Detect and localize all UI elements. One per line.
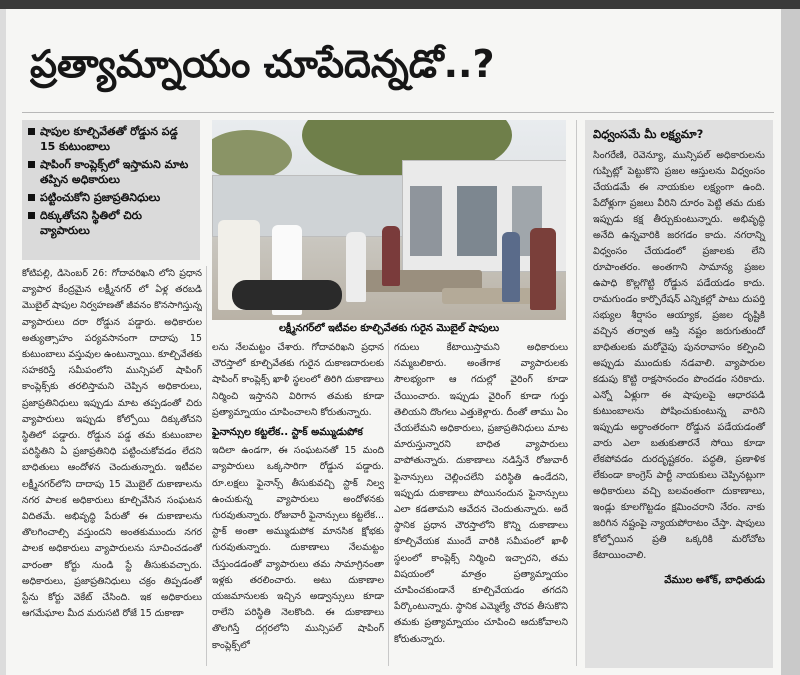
sidebar-signature: వేముల అశోక్, బాధితుడు <box>664 575 765 586</box>
sidebar-box <box>585 120 773 668</box>
highlight-item: పట్టించుకోని ప్రజాప్రతినిధులు <box>28 190 194 205</box>
article-text: లను నేలమట్టం చేశారు. గోదావరిఖని ప్రధాన చౌరస్తాలో కూల్చివేతకు గురైన దుకాణదారులకు షాపింగ్ కాంప్లెక్స్ ఖాళీ స్థలంలో తిరిగి దుకాణాలు నిర్మించి ఇస్తానని విరిగాన తమకు కూడా ప్రత్యామ్నాయం చూపించాలని కోరుతున్నారు. <box>212 342 384 418</box>
highlight-item: షాపుల కూల్చివేతతో రోడ్డున పడ్డ 15 కుటుంబాలు <box>28 124 194 154</box>
photo-motorbike <box>232 280 342 310</box>
photo-shutter <box>410 186 442 256</box>
article-subhead: ఫైనాన్సుల కట్టలేక.. స్టాక్ అమ్ముడుపోక <box>212 427 363 439</box>
bullet-square-icon <box>28 194 35 201</box>
article-column-2 <box>212 340 384 670</box>
bullet-square-icon <box>28 161 35 168</box>
highlights-box <box>22 120 200 260</box>
photo-person <box>346 232 366 302</box>
photo-person <box>382 226 400 286</box>
page-edge <box>781 9 800 675</box>
article-column-3: గదులు కేటాయిస్తామని అధికారులు నమ్మబలికారు. అంతేగాక వ్యాపారులకు సౌలభ్యంగా ఆ గదుల్లో వైరింగ్ కూడా చేయించారు. ఇప్పుడు వైరింగ్ కూడా గుర్తు తెలియని దొంగలు ఎత్తుకెళ్లారు. దీంతో తాము ఏం చేయలేమని అధికారులు, ప్రజాప్రతినిధులు మాట మారుస్తున్నారని బాధిత వ్యాపారులు వాపోతున్నారు. దుకాణాలు నడిస్తేనే రోజువారీ ఫైనాన్సులు చెల్లించలేని పరిస్థితి ఉండేదని, ఇప్పుడు దుకాణాలు పోయినందున ఫైనాన్సులు ఎలా కడతామని ఆవేదన చెందుతున్నారు. అదే స్థానిక ప్రధాన చౌరస్తాలోని కొన్ని దుకాణాలు కూల్చివేయక ముందే వారికి సమీపంలో ఖాళీ స్థలంలో కాంప్లెక్స్ నిర్మించి ఇచ్చారని, తమ విషయంలో మాత్రం ప్రత్యామ్నాయం చూపించకుండానే కూల్చివేయడం తగదని పేర్కొంటున్నారు. స్థానిక ఎమ్మెల్యే చొరవ తీసుకొని తమకు ప్రత్యామ్నాయం చూపించి ఆదుకోవాలని కోరుతున్నారు. <box>394 342 568 645</box>
bullet-square-icon <box>28 128 35 135</box>
photo-person <box>530 228 556 310</box>
headline-rule <box>22 112 774 113</box>
article-column-1: కోటిపల్లి, డిసెంబర్ 26: గోదావరిఖని లోని ప్రధాన వ్యాపార కేంద్రమైన లక్ష్మీనగర్ లో ఏళ్ల తరబడి మొబైల్ షాపుల నిర్వహణతో జీవనం కొనసాగిస్తున్న వ్యాపారులు దరా రోడ్డున పడ్డారు. అధికారుల అత్యుత్సాహం పర్యవసానంగా దాదాపు 15 కుటుంబాలు వస్తువుల ఉంటున్నాయి. కూల్చివేతకు సహకరిస్తే సమీపంలోని మున్సిపల్ షాపింగ్ కాంప్లెక్స్‌కు తరలిస్తామని చెప్పిన అధికారులు, ప్రజాప్రతినిధులు ఇప్పుడు మాట తప్పడంతో చిరు వ్యాపారులు ఇప్పుడు కోల్పోయి దిక్కుతోచని స్థితిలో పడ్డారు. రోడ్డున పడ్డ తమ కుటుంబాల పరిస్థితిని ఏ ప్రజాప్రతినిధి పట్టించుకోవడం లేదని బాధితులు ఆందోళన చెందుతున్నారు. ఇటీవల లక్ష్మీనగర్‌లోని దాదాపు 15 మొబైల్ దుకాణాలను నగర పాలక అధికారులు కూల్చివేసిన సంఘటన విదితమే. అభివృద్ధి పేరుతో ఈ దుకాణాలను తొలగించాల్సి వస్తుందని అంతకుముందు నగర పాలక అధికారులు వ్యాపారులను సూచించడంతో వారంతా కోర్టు నుండి స్టే తీసుకువచ్చారు. అధికారులు, ప్రజాప్రతినిధులు చక్రం తిప్పడంతో స్టేను కోర్టు వెకేట్ చేసింది. ఇక అధికారులు ఆగమేఘాల మీద మరుసటి రోజే 15 దుకాణా <box>22 268 202 620</box>
article-text: ఇదిలా ఉండగా, ఈ సంఘటనతో 15 మంది వ్యాపారులు ఒక్కసారిగా రోడ్డున పడ్డారు. రూ.లక్షలు ఫైనాన్స్ తీసుకువచ్చి స్టాక్ నిల్వ ఉంచుకున్న వ్యాపారులు అందోళనకు గురవుతున్నారు. రోజువారీ ఫైనాన్సులు కట్టలేక... స్టాక్ అంతా అమ్ముడుపోక మానసిక క్షోభకు గురవుతున్నారు. దుకాణాలు నేలమట్టం చేస్తుండడంతో వ్యాపారులు తమ సామాగ్రినంతా ఇళ్లకు తరలించారు. అటు దుకాణాల యజమానులకు ఇచ్చిన అడ్వాన్సులు కూడా రాలేని పరిస్థితి నెలకొంది. ఈ దుకాణాలు తొలగిస్తే దగ్గరలోని మున్సిపల్ షాపింగ్ కాంప్లెక్స్‌లో <box>212 445 384 651</box>
photo-caption: లక్ష్మీనగర్‌లో ఇటీవల కూల్చివేతకు గురైన మొబైల్ షాపులు <box>278 323 500 334</box>
top-bar <box>0 0 800 9</box>
column-divider <box>388 340 389 666</box>
highlight-item: షాపింగ్ కాంప్లెక్స్‌లో ఇస్తామని మాట తప్పిన అధికారులు <box>28 157 194 187</box>
photo-tree <box>212 130 292 180</box>
highlight-item: దిక్కుతోచని స్థితిలో చిరు వ్యాపారులు <box>28 208 194 238</box>
bullet-square-icon <box>28 212 35 219</box>
photo-person <box>502 232 520 302</box>
column-divider <box>206 266 207 666</box>
photo-shutter <box>457 186 497 256</box>
headline: ప్రత్యామ్నాయం చూపేదెన్నడో..? <box>30 42 495 86</box>
column-divider <box>576 120 577 666</box>
sidebar-body: సింగరేణి, రెవెన్యూ, మున్సిపల్ అధికారులను గుప్పిట్లో పెట్టుకొని ప్రజల ఆస్తులను విధ్వంసం చేయడమే ఈ నాయకుల లక్ష్యంగా ఉంది. పేదోళ్లుగా ప్రజలు వీరిని దూరం పెట్టి తమ దుకు ఇప్పుడు కక్ష తీర్చుకుంటున్నారు. అభివృద్ధి అనేది ఉన్నవారికి జరగడం కాదు. నగరాన్ని విధ్వంసం చేయడంలో ప్రజాలకు లేని రూపాంతరం. అంతగాని సామాన్య ప్రజల ఉపాధి కొల్లగొట్టి రోడ్డున పడేయడం కాదు. రామగుండం కార్పొరేషన్ ఎన్నికల్లో పాటు దుపర్తి సభ్యుల శీర్షాసం ఆయ్యాక, ప్రజల దృష్టికి వచ్చిన తర్వాత ఆస్తి నష్టం జరుగుతుందో బాధితులకు మరోవైపు పునరావాసం కల్పించి అప్పుడు ముందుకు నడవాలి. వ్యాపారుల కడుపు కొట్టి రాక్షసానందం పొందడం సరికాదు. ఎన్నో ఏళ్లుగా ఈ షాపులపై ఆధారపడి కుటుంబాలను పోషించుకుంటున్న వారిని ఇప్పుడు అర్ధాంతరంగా రోడ్డున పడేయడంతో వారు ఎలా బతుకుతారనే సోయి కూడా లేకపోవడం దురదృష్టకరం. పద్ధతి, ప్రణాళిక లేకుండా కాంగ్రెస్ పార్టీ నాయకులు చెప్పినట్లుగా అధికారులు వచ్చి బలవంతంగా దుకాణాలు, ఇండ్లు కూలగొట్టడం క్షమించరాని నేరం. నాకు జరిగిన నష్టంపై న్యాయపోరాటం చేస్తా. షాపులు కోల్పోయిన ప్రతి ఒక్కరికి మరోచోట కేటాయించాలి. <box>593 150 765 561</box>
sidebar-title: విధ్వంసమే మీ లక్ష్యమా? <box>593 127 704 141</box>
news-photo <box>212 120 566 320</box>
